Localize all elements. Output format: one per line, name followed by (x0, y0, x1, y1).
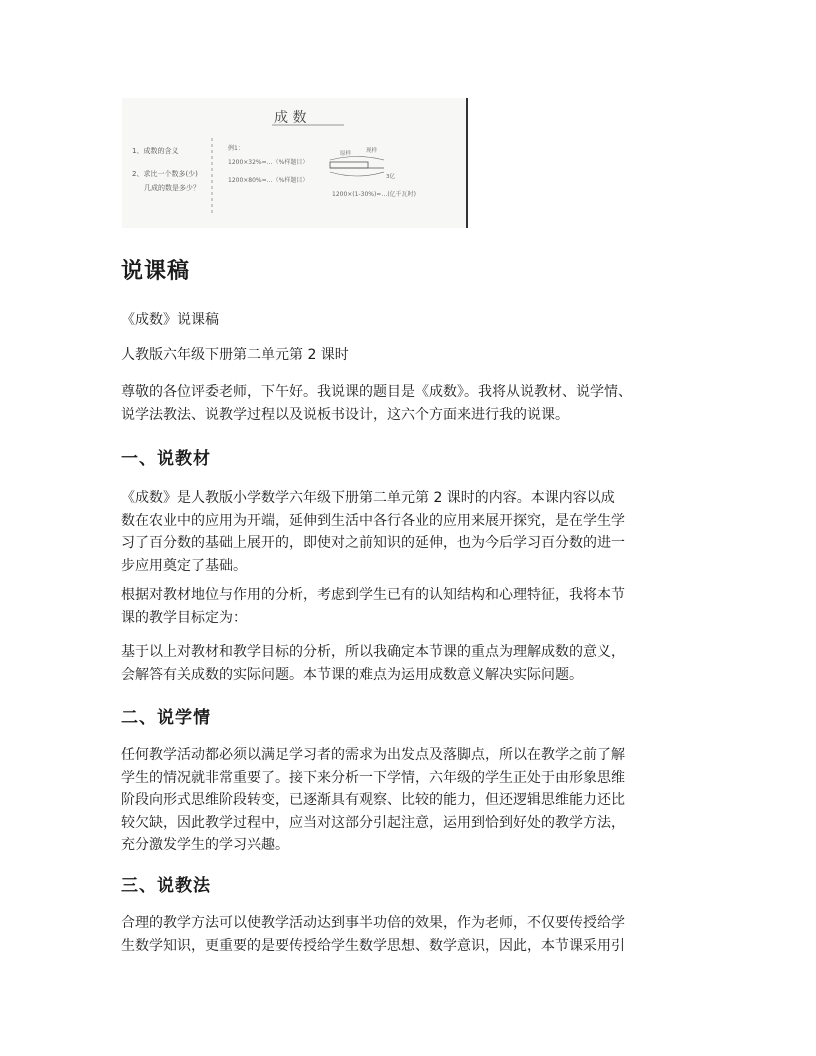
intro-paragraph (121, 381, 701, 426)
board-diagram-label: 现样 (366, 148, 378, 154)
section-paragraph (121, 641, 701, 686)
board-diagram-label: 1200×(1-30%)=…(亿千瓦时) (332, 191, 417, 198)
subtitle: 《成数》说课稿 (121, 312, 219, 328)
text-line: 数在农业中的应用为开端，延伸到生活中各行各业的应用来展开探究，是在学生学 (121, 512, 625, 529)
text-line: 阶段向形式思维阶段转变，已逐渐具有观察、比较的能力，但还逻辑思维能力还比 (121, 792, 625, 808)
text-line: 充分激发学生的学习兴趣。 (121, 837, 289, 853)
board-diagram-label: 3亿 (386, 174, 395, 180)
board-sketch-svg (122, 98, 466, 228)
text-line: 基于以上对教材和教学目标的分析，所以我确定本节课的重点为理解成数的意义， (121, 644, 625, 660)
text-line: 学生的情况就非常重要了。接下来分析一下学情，六年级的学生正处于由形象思维 (121, 769, 625, 786)
board-sketch-image (122, 98, 468, 228)
section-paragraph (121, 744, 701, 857)
board-example: 1200×32%=…（%样题目） (228, 159, 309, 166)
board-left-item: 1、成数的含义 (132, 147, 179, 155)
text-line: 生数学知识，更重要的是要传授给学生数学思想、数学意识，因此，本节课采用引 (121, 937, 625, 954)
text-line: 根据对教材地位与作用的分析，考虑到学生已有的认知结构和心理特征，我将本节 (121, 587, 625, 603)
board-diagram-label: 原样 (340, 151, 352, 157)
text-line: 说学法教法、说教学过程以及说板书设计，这六个方面来进行我的说课。 (121, 406, 569, 423)
section-paragraph (121, 487, 701, 577)
edition-line: 人教版六年级下册第二单元第 2 课时 (121, 347, 349, 363)
text-line: 合理的教学方法可以使教学活动达到事半功倍的效果，作为老师，不仅要传授给学 (121, 915, 625, 931)
text-line: 《成数》是人教版小学数学六年级下册第二单元第 2 课时的内容。本课内容以成 (121, 490, 615, 506)
text-line: 会解答有关成数的实际问题。本节课的难点为运用成数意义解决实际问题。 (121, 666, 583, 683)
text-line: 尊敬的各位评委老师，下午好。我说课的题目是《成数》。我将从说教材、说学情、 (121, 384, 632, 400)
text-line: 步应用奠定了基础。 (121, 557, 247, 574)
board-left-item: 几成的数是多少？ (144, 184, 200, 192)
text-line: 任何教学活动都必须以满足学习者的需求为出发点及落脚点，所以在教学之前了解 (121, 747, 625, 763)
board-left-item: 2、求比一个数多(少) (132, 170, 198, 178)
section-heading: 一、说教材 (121, 449, 211, 469)
text-line: 较欠缺，因此教学过程中，应当对这部分引起注意，运用到恰到好处的教学方法， (121, 814, 625, 831)
section-paragraph (121, 584, 701, 629)
text-line: 课的教学目标定为： (121, 609, 247, 626)
section-paragraph (121, 912, 701, 957)
text-line: 习了百分数的基础上展开的，即使对之前知识的延伸，也为今后学习百分数的进一 (121, 535, 625, 551)
section-heading: 二、说学情 (121, 708, 211, 728)
board-example: 1200×80%=…（%样题目） (228, 177, 309, 184)
section-heading: 三、说教法 (121, 876, 211, 896)
board-title: 成 数 (274, 110, 307, 126)
board-example: 例1： (228, 145, 244, 152)
document-title: 说课稿 (121, 259, 191, 284)
